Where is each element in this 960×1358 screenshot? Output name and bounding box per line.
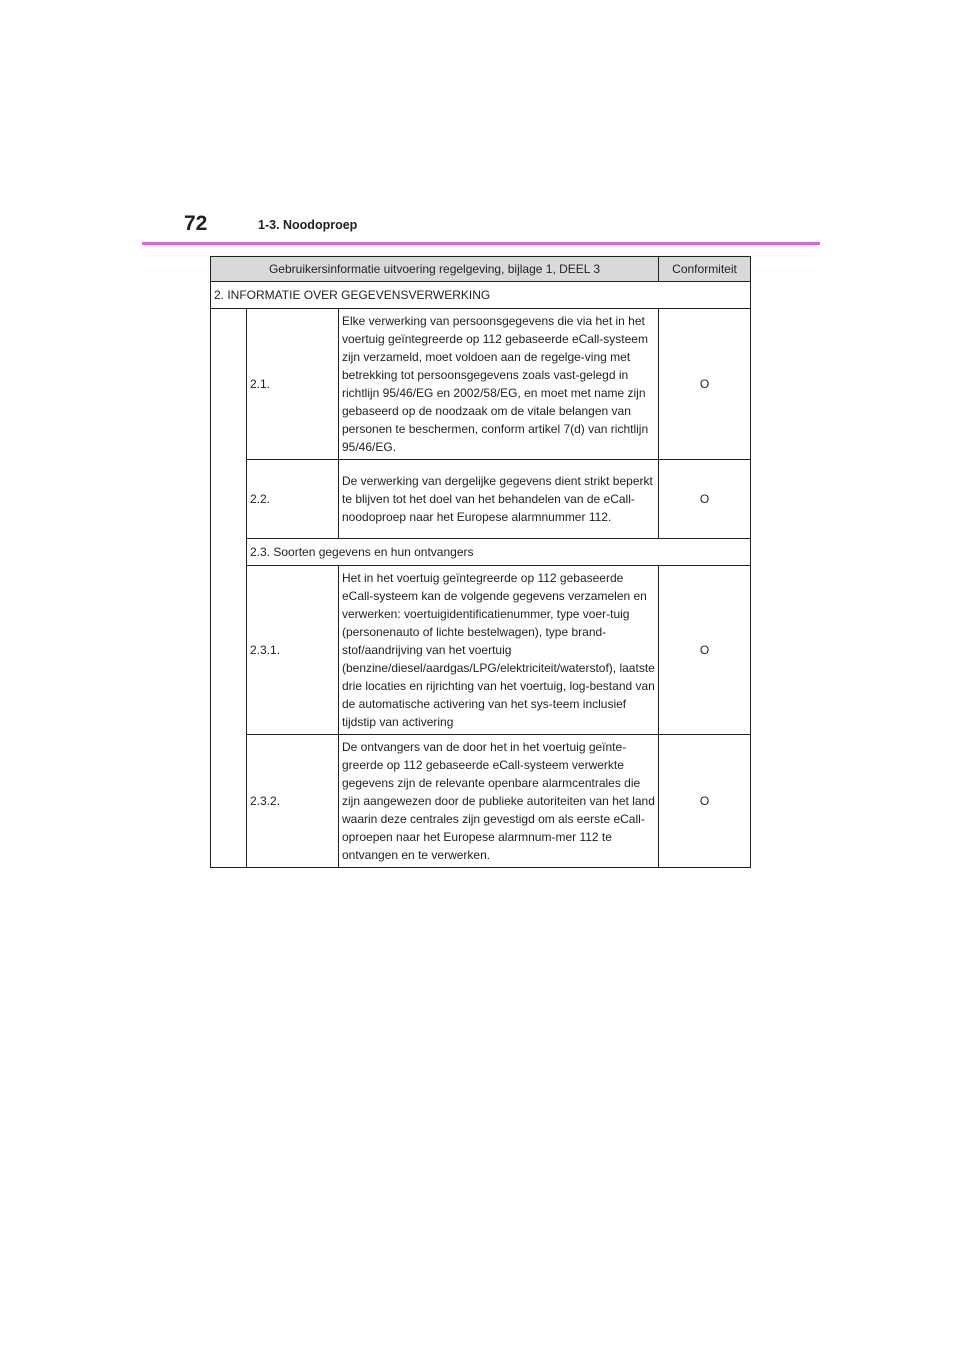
row-number: 2.3.1. [247,566,339,735]
section-heading: 2. INFORMATIE OVER GEGEVENSVERWERKING [211,282,751,309]
table-header-row [211,257,751,282]
row-description: Het in het voertuig geïntegreerde op 112 gebaseerde eCall-systeem kan de volgende gegevens verzamelen en verwerken: voertuigidentificatienummer, type voer-tuig (personenauto of lichte bestelwagen), type brand-stof/aandrijving van het voertuig (benzine/diesel/aardgas/LPG/elektriciteit/waterstof), laatste drie locaties en rijrichting van het voertuig, log-bestand van de automatische activering van het sys-teem inclusief tijdstip van activering [339,566,659,735]
row-number: 2.2. [247,460,339,539]
section-heading-row [211,282,751,309]
row-conformity: O [659,735,751,868]
row-conformity: O [659,309,751,460]
subsection-heading: 2.3. Soorten gegevens en hun ontvangers [247,539,751,566]
row-number: 2.3.2. [247,735,339,868]
header-rule [142,242,820,245]
column-header-info: Gebruikersinformatie uitvoering regelgeving, bijlage 1, DEEL 3 [211,257,659,282]
section-title: 1-3. Noodoproep [258,218,358,232]
indent-cell [211,309,247,868]
regulation-table [210,256,751,868]
row-description: De ontvangers van de door het in het voertuig geïnte-greerde op 112 gebaseerde eCall-systeem verwerkte gegevens zijn de relevante openbare alarmcentrales die zijn aangewezen door de publieke autoriteiten van het land waarin deze centrales zijn gevestigd om als eerste eCall-oproepen naar het Europese alarmnum-mer 112 te ontvangen en te verwerken. [339,735,659,868]
row-conformity: O [659,566,751,735]
table-row [211,309,751,460]
subsection-heading-row [211,539,751,566]
table-row [211,735,751,868]
table-row [211,460,751,539]
row-description: Elke verwerking van persoonsgegevens die via het in het voertuig geïntegreerde op 112 gebaseerde eCall-systeem zijn verzameld, moet voldoen aan de regelge-ving met betrekking tot persoonsgegevens zoals vast-gelegd in richtlijn 95/46/EG en 2002/58/EG, en moet met name zijn gebaseerd op de noodzaak om de vitale belangen van personen te beschermen, conform artikel 7(d) van richtlijn 95/46/EG. [339,309,659,460]
row-conformity: O [659,460,751,539]
page-number: 72 [184,212,208,235]
row-description: De verwerking van dergelijke gegevens dient strikt beperkt te blijven tot het doel van het behandelen van de eCall-noodoproep naar het Europese alarmnummer 112. [339,460,659,539]
column-header-conformity: Conformiteit [659,257,751,282]
table-row [211,566,751,735]
row-number: 2.1. [247,309,339,460]
